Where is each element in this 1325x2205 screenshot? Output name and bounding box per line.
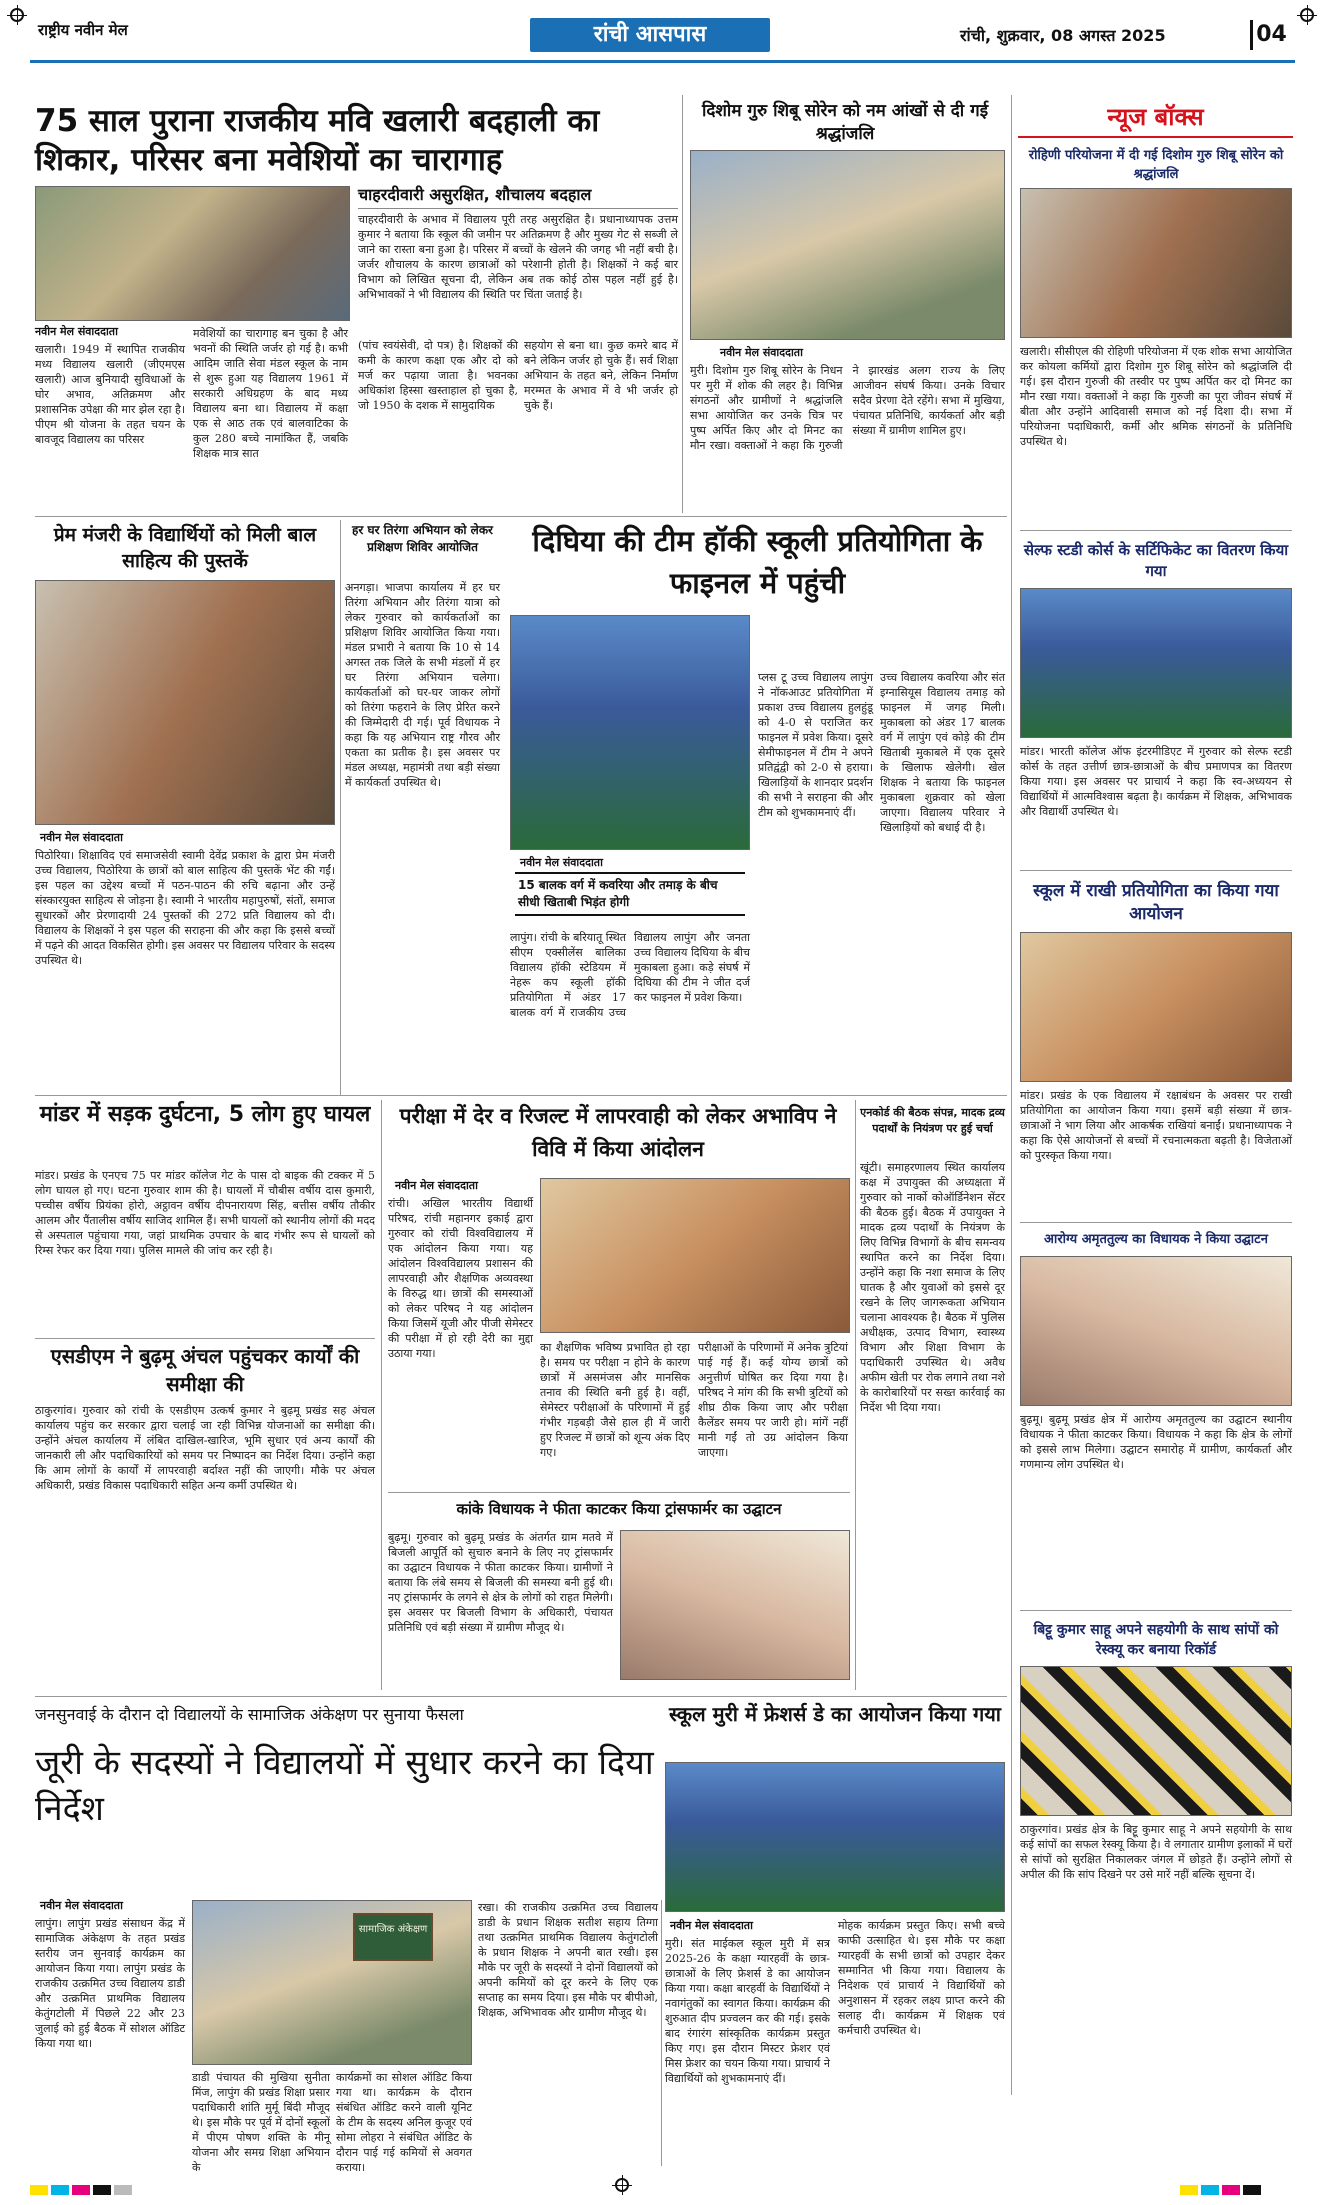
news-box-item-text: मांडर। प्रखंड के एक विद्यालय में रक्षाबंधन के अवसर पर राखी प्रतियोगिता का आयोजन किया गया। इसमें बड़ी संख्या में छात्र-छात्राओं ने भाग लिया और आकर्षक राखियां बनाईं। प्रधानाध्यापक ने कहा कि ऐसे आयोजनों से बच्चों में रचनात्मकता बढ़ती है। विजेताओं को पुरस्कृत किया गया। bbox=[1020, 1089, 1292, 1162]
prem-byline: नवीन मेल संवाददाता bbox=[40, 831, 123, 844]
jury-text-a: लापुंग। लापुंग प्रखंड संसाधन केंद्र में सामाजिक अंकेक्षण के तहत प्रखंड स्तरीय जन सुनवाई कार्यक्रम का आयोजन किया गया। लापुंग प्रखंड के राजकीय उत्क्रमित उच्च विद्यालय डाडी और उत्क्रमित प्राथमिक विद्यालय केतुंगटोली में पिछले 22 और 23 जुलाई को हुई बैठक में सोशल ऑडिट किया गया था। bbox=[35, 1917, 185, 2050]
news-box-item-text: खलारी। सीसीएल की रोहिणी परियोजना में एक शोक सभा आयोजित कर कोयला कर्मियों द्वारा दिशोम गुरु शिबू सोरेन को श्रद्धांजलि दी गई। इस दौरान गुरुजी की तस्वीर पर पुष्प अर्पित कर दो मिनट का मौन रखा गया। वक्ताओं ने कहा कि गुरुजी का पूरा जीवन संघर्ष में बीता और उन्होंने आदिवासी समाज को नई दिशा दी। सभा में परियोजना पदाधिकारी, कर्मी और श्रमिक संगठनों के प्रतिनिधि उपस्थित थे। bbox=[1020, 345, 1292, 448]
prem-photo bbox=[35, 580, 335, 825]
item-rule bbox=[1020, 1222, 1292, 1223]
item-rule bbox=[1020, 1610, 1292, 1611]
jury-text-e: मोहक कार्यक्रम प्रस्तुत किए। सभी बच्चे काफी उत्साहित थे। इस मौके पर कक्षा ग्यारहवीं के सभी छात्रों को उपहार देकर सम्मानित भी किया गया। विद्यालय के निदेशक एवं प्राचार्य ने विद्यार्थियों को अनुशासन में रहकर लक्ष्य प्राप्त करने की सलाह दी। कार्यक्रम में शिक्षक एवं कर्मचारी उपस्थित थे। bbox=[838, 1919, 1005, 2037]
shibu-text: मुरी। दिशोम गुरु शिबू सोरेन के निधन पर मुरी में शोक की लहर है। विभिन्न संगठनों और ग्रामीणों ने श्रद्धांजलि सभा आयोजित कर उनके चित्र पर पुष्प अर्पित किए और दो मिनट का मौन रखा। वक्ताओं ने कहा कि गुरुजी ने झारखंड अलग राज्य के लिए आजीवन संघर्ष किया। उनके विचार सदैव प्रेरणा देते रहेंगे। सभा में मुखिया, पंचायत प्रतिनिधि, कार्यकर्ता और बड़ी संख्या में ग्रामीण शामिल हुए। bbox=[690, 364, 1005, 452]
city-name: रांची, bbox=[960, 26, 992, 45]
accident-headline: मांडर में सड़क दुर्घटना, 5 लोग हुए घायल bbox=[39, 1102, 371, 1127]
magenta-swatch bbox=[72, 2185, 90, 2195]
news-box-item-text: बुढ़मू। बुढ़मू प्रखंड क्षेत्र में आरोग्य अमृततुल्य का उद्घाटन स्थानीय विधायक ने फीता काटकर किया। विधायक ने कहा कि क्षेत्र के लोगों को इससे लाभ मिलेगा। उद्घाटन समारोह में ग्रामीण, कार्यकर्ता और गणमान्य लोग उपस्थित थे। bbox=[1020, 1413, 1292, 1471]
section-rule bbox=[35, 1338, 375, 1339]
black-swatch bbox=[1243, 2185, 1261, 2195]
yellow-swatch bbox=[30, 2185, 48, 2195]
news-box-item-text: ठाकुरगांव। प्रखंड क्षेत्र के बिट्टू कुमार साहू ने अपने सहयोगी के साथ कई सांपों का सफल रेस्क्यू किया है। वे लगातार ग्रामीण इलाकों में घरों से सांपों को सुरक्षित निकालकर जंगल में छोड़ते हैं। उन्होंने लोगों से अपील की कि सांप दिखने पर उसे मारें नहीं बल्कि सूचना दें। bbox=[1020, 1823, 1292, 1881]
column-rule bbox=[1011, 95, 1012, 2095]
har-ghar-text: अनगड़ा। भाजपा कार्यालय में हर घर तिरंगा अभियान और तिरंगा यात्रा को लेकर गुरुवार को कार्यकर्ताओं का प्रशिक्षण शिविर आयोजित किया गया। मंडल प्रभारी ने बताया कि 10 से 14 अगस्त तक जिले के सभी मंडलों में हर घर तिरंगा अभियान चलेगा। कार्यकर्ताओं को घर-घर जाकर लोगों को तिरंगा फहराने के लिए प्रेरित करने की जिम्मेदारी दी गई। पूर्व विधायक ने कहा कि यह अभियान राष्ट्र गौरव और एकता का प्रतीक है। इस अवसर पर मंडल अध्यक्ष, महामंत्री तथा बड़ी संख्या में कार्यकर्ता उपस्थित थे। bbox=[345, 581, 500, 789]
yellow-swatch bbox=[1180, 2185, 1198, 2195]
ekarmi-text: खूंटी। समाहरणालय स्थित कार्यालय कक्ष में उपायुक्त की अध्यक्षता में गुरुवार को नार्को कोऑर्डिनेशन सेंटर की बैठक हुई। बैठक में उपायुक्त ने मादक द्रव्य पदार्थों के नियंत्रण के लिए विभिन्न विभागों के बीच समन्वय स्थापित करने का निर्देश दिया। उन्होंने कहा कि नशा समाज के लिए घातक है और युवाओं को इससे दूर रखने के लिए जागरूकता अभियान चलाना आवश्यक है। बैठक में पुलिस अधीक्षक, उत्पाद विभाग, स्वास्थ्य विभाग और शिक्षा विभाग के पदाधिकारी उपस्थित थे। अवैध अफीम खेती पर रोक लगाने तथा नशे के कारोबारियों पर सख्त कार्रवाई का निर्देश भी दिया गया। bbox=[860, 1161, 1005, 1414]
registration-mark-icon bbox=[615, 2178, 629, 2192]
abvp-text-b: का शैक्षणिक भविष्य प्रभावित हो रहा है। समय पर परीक्षा न होने के कारण छात्रों में असमंजस और मानसिक तनाव की स्थिति बनी हुई है। वहीं, सेमेस्टर परीक्षाओं के परिणामों में हुई गंभीर गड़बड़ी जैसे हाल ही में जारी हुए रिजल्ट में छात्रों को शून्य अंक दिए गए। bbox=[540, 1341, 690, 1459]
black-swatch bbox=[93, 2185, 111, 2195]
hockey-text-c: उच्च विद्यालय कवरिया और संत इग्नासियूस विद्यालय तमाड़ को फाइनल में जगह मिली। मुकाबला को अंडर 17 बालक वर्ग में लापुंग एवं कोड़े की टीम खिताबी मुकाबले में एक दूसरे के खिलाफ खेलेगी। खेल शिक्षक ने बताया कि फाइनल मुकाबला शुक्रवार को खेला जाएगा। विद्यालय परिवार ने खिलाड़ियों को बधाई दी है। bbox=[880, 671, 1005, 834]
lead-text-d: (पांच स्वयंसेवी, दो पत्र) है। शिक्षकों की कमी के कारण कक्षा एक और दो को मर्ज कर पढ़ाया जाता है। भवनका अधिकांश हिस्सा खस्ताहाल हो चुका है, जो 1950 के दशक में सामुदायिक bbox=[358, 339, 518, 412]
kanke-headline: कांके विधायक ने फीता काटकर किया ट्रांसफार्मर का उद्घाटन bbox=[456, 1500, 782, 1518]
section-rule bbox=[35, 1696, 1007, 1697]
abvp-photo bbox=[540, 1178, 850, 1333]
jury-text-c: कार्यक्रमों का सोशल ऑडिट किया गया था। कार्यक्रम के दौरान संबंधित ऑडिट करने वाली यूनिट के टीम के सदस्य अनिल कुजूर एवं सोमा लोहरा ने संबंधित ऑडिट के दौरान पाई गई कमियों से अवगत कराया। bbox=[336, 2071, 472, 2174]
news-box-item-headline: रोहिणी परियोजना में दी गई दिशोम गुरु शिबू सोरेन को श्रद्धांजलि bbox=[1028, 148, 1284, 182]
hockey-text-a: लापुंग। रांची के बरियातू स्थित सीएम एक्सीलेंस बालिका विद्यालय हॉकी स्टेडियम में नेहरू कप स्कूली हॉकी प्रतियोगिता में अंडर 17 बालक वर्ग में राजकीय उच्च विद्यालय लापुंग और जनता उच्च विद्यालय दिघिया के बीच मुकाबला हुआ। कड़े संघर्ष में दिघिया की टीम ने जीत दर्ज कर फाइनल में प्रवेश किया। bbox=[510, 931, 750, 1019]
jury-text-d: रखा। की राजकीय उत्क्रमित उच्च विद्यालय डाडी के प्रधान शिक्षक सतीश सहाय तिग्गा तथा उत्क्रमित प्राथमिक विद्यालय केतुंगटोली के प्रधान शिक्षक ने अपनी बात रखी। इस मौके पर जूरी के सदस्यों ने दोनों विद्यालयों को अपनी कमियों को दूर करने के लिए एक सप्ताह का समय दिया। इस मौके पर बीपीओ, शिक्षक, अभिभावक और ग्रामीण मौजूद थे। bbox=[478, 1901, 658, 2019]
hockey-text-b: प्लस टू उच्च विद्यालय लापुंग ने नॉकआउट प्रतियोगिता में प्रकाश उच्च विद्यालय हुलहुंडू को 4-0 से पराजित कर फाइनल में प्रवेश किया। दूसरे सेमीफाइनल में टीम ने अपने प्रतिद्वंद्वी को 2-0 से हराया। खिलाड़ियों के शानदार प्रदर्शन की सभी ने सराहना की और टीम को शुभकामनाएं दीं। bbox=[758, 671, 873, 819]
section-banner bbox=[530, 18, 770, 52]
hockey-photo bbox=[510, 615, 750, 850]
newspaper-logo: राष्ट्रीय नवीन मेल bbox=[38, 21, 128, 39]
news-box-header bbox=[1018, 98, 1293, 136]
prem-headline: प्रेम मंजरी के विद्यार्थियों को मिली बाल साहित्य की पुस्तकें bbox=[53, 524, 317, 572]
snake-photo bbox=[1020, 1666, 1292, 1816]
item-rule bbox=[1020, 530, 1292, 531]
jansunwai-strap: जनसुनवाई के दौरान दो विद्यालयों के सामाजिक अंकेक्षण पर सुनाया फैसला bbox=[35, 1705, 464, 1724]
school-board-sign: सामाजिक अंकेक्षण bbox=[353, 1913, 433, 1961]
column-rule bbox=[682, 95, 683, 513]
issue-date: शुक्रवार, 08 अगस्त 2025 bbox=[996, 26, 1166, 45]
kanke-photo bbox=[620, 1530, 850, 1680]
registration-mark-icon bbox=[10, 8, 24, 22]
kanke-text: बुढ़मू। गुरुवार को बुढ़मू प्रखंड के अंतर्गत ग्राम मतवे में बिजली आपूर्ति को सुचारु बनाने के लिए नए ट्रांसफार्मर का उद्घाटन विधायक ने फीता काटकर किया। ग्रामीणों ने बताया कि लंबे समय से बिजली की समस्या बनी हुई थी। नए ट्रांसफार्मर के लगने से क्षेत्र के लोगों को राहत मिलेगी। इस अवसर पर बिजली विभाग के अधिकारी, पंचायत प्रतिनिधि एवं बड़ी संख्या में ग्रामीण मौजूद थे। bbox=[388, 1531, 613, 1634]
news-box-item-photo bbox=[1020, 588, 1292, 738]
prem-text: पिठोरिया। शिक्षाविद एवं समाजसेवी स्वामी देवेंद्र प्रकाश के द्वारा प्रेम मंजरी उच्च विद्यालय, पिठोरिया के छात्रों को बाल साहित्य की पुस्तकें भेंट की गईं। इस पहल का उद्देश्य बच्चों में पठन-पाठन की रुचि बढ़ाना और उन्हें संस्कारयुक्त साहित्य से जोड़ना है। स्वामी ने भारतीय महापुरुषों, संतों, समाज सुधारकों और प्रेरणादायी 24 पुस्तकों की 272 प्रति विद्यालय को दी। विद्यालय के शिक्षकों ने इस पहल की सराहना की और कहा कि इससे बच्चों में पढ़ने की आदत विकसित होगी। इस अवसर पर विद्यालय परिवार के सदस्य उपस्थित थे। bbox=[35, 849, 335, 967]
cyan-swatch bbox=[51, 2185, 69, 2195]
lead-text-b: मवेशियों का चारागाह बन चुका है और भवनों की स्थिति जर्जर हो गई है। कभी आदिम जाति सेवा मंडल स्कूल के नाम से शुरू हुआ यह विद्यालय 1961 में सरकारी अधिग्रहण के बाद मध्य विद्यालय बना था। विद्यालय में कक्षा एक से आठ तक एवं बालवाटिका के कुल 280 बच्चे नामांकित हैं, जबकि शिक्षक मात्र सात bbox=[193, 327, 348, 460]
cyan-swatch bbox=[1201, 2185, 1219, 2195]
lead-text-e: सहयोग से बना था। कुछ कमरे बाद में बने लेकिन जर्जर हो चुके हैं। सर्व शिक्षा अभियान के तहत बने, लेकिन निर्माण मरम्मत के अभाव में वे भी जर्जर हो चुके हैं। bbox=[524, 339, 678, 412]
hockey-headline: दिघिया की टीम हॉकी स्कूली प्रतियोगिता के फाइनल में पहुंची bbox=[532, 524, 983, 600]
sdm-text: ठाकुरगांव। गुरुवार को रांची के एसडीएम उत्कर्ष कुमार ने बुढ़मू प्रखंड सह अंचल कार्यालय पहुंच कर सरकार द्वारा चलाई जा रही विभिन्न योजनाओं का समीक्षा की। उन्होंने अंचल कार्यालय में लंबित दाखिल-खारिज, भूमि सुधार एवं अन्य कार्यों की जानकारी ली और पदाधिकारियों को समय पर निष्पादन का निर्देश दिया। उन्होंने कहा कि आम लोगों के कार्यों में लापरवाही बर्दाश्त नहीं की जाएगी। मौके पर अंचल अधिकारी, प्रखंड विकास पदाधिकारी सहित अन्य कर्मी उपस्थित थे। bbox=[35, 1404, 375, 1492]
column-rule bbox=[855, 1100, 856, 1690]
magenta-swatch bbox=[1222, 2185, 1240, 2195]
page-number: 04 bbox=[1250, 20, 1290, 50]
lead-text-c: चाहरदीवारी के अभाव में विद्यालय पूरी तरह असुरक्षित है। प्रधानाध्यापक उत्तम कुमार ने बताया कि स्कूल की जमीन पर अतिक्रमण है और मुख्य गेट से सब्जी ले जाने का रास्ता बना हुआ है। परिसर में बच्चों के खेलने की जगह भी नहीं बची है। जर्जर शौचालय के कारण छात्राओं को परेशानी होती है। शिक्षकों ने कई बार विभाग को लिखित सूचना दी, लेकिन अब तक कोई ठोस पहल नहीं हुई है। अभिभावकों ने भी विद्यालय की स्थिति पर चिंता जताई है। bbox=[358, 213, 678, 301]
ekarmi-headline: एनकोर्ड की बैठक संपन्न, मादक द्रव्य पदार्थों के नियंत्रण पर हुई चर्चा bbox=[860, 1106, 1005, 1135]
dateline bbox=[960, 24, 1166, 46]
abvp-text-a: रांची। अखिल भारतीय विद्यार्थी परिषद, रांची महानगर इकाई द्वारा गुरुवार को रांची विश्वविद्यालय में एक आंदोलन किया गया। यह आंदोलन विश्वविद्यालय प्रशासन की लापरवाही और शैक्षणिक अव्यवस्था के विरुद्ध था। छात्रों की समस्याओं को लेकर परिषद ने यह आंदोलन किया जिसमें यूजी और पीजी सेमेस्टर की परीक्षा में हो रही देरी का मुद्दा उठाया गया। bbox=[388, 1197, 533, 1360]
jury-byline: नवीन मेल संवाददाता bbox=[40, 1899, 123, 1912]
muri-photo bbox=[665, 1762, 1005, 1912]
news-box-item-photo bbox=[1020, 1256, 1292, 1406]
lead-byline: नवीन मेल संवाददाता bbox=[35, 325, 118, 338]
har-ghar-headline: हर घर तिरंगा अभियान को लेकर प्रशिक्षण शिविर आयोजित bbox=[352, 523, 493, 554]
news-box-item-text: मांडर। भारती कॉलेज ऑफ इंटरमीडिएट में गुरुवार को सेल्फ स्टडी कोर्स के तहत उत्तीर्ण छात्र-छात्राओं के बीच प्रमाणपत्र का वितरण किया गया। इस अवसर पर प्राचार्य ने कहा कि स्व-अध्ययन से विद्यार्थियों में आत्मविश्वास बढ़ता है। कार्यक्रम में शिक्षक, अभिभावक और विद्यार्थी उपस्थित थे। bbox=[1020, 745, 1292, 818]
color-registration-bar bbox=[30, 2180, 1295, 2194]
jury-headline: जूरी के सदस्यों ने विद्यालयों में सुधार करने का दिया निर्देश bbox=[35, 1743, 654, 1829]
news-box-item-photo bbox=[1020, 932, 1292, 1082]
masthead-rule bbox=[30, 60, 1295, 63]
muri-headline: स्कूल मुरी में फ्रेशर्स डे का आयोजन किया गया bbox=[669, 1702, 1001, 1726]
muri-byline: नवीन मेल संवाददाता bbox=[670, 1919, 753, 1932]
muri-text: मुरी। संत माईकल स्कूल मुरी में सत्र 2025-26 के कक्षा ग्यारहवीं के छात्र-छात्राओं के लिए फ्रेशर्स डे का आयोजन किया गया। कक्षा बारहवीं के विद्यार्थियों ने नवागंतुकों का स्वागत किया। कार्यक्रम की शुरुआत दीप प्रज्वलन कर की गई। इसके बाद रंगारंग सांस्कृतिक कार्यक्रम प्रस्तुत किए गए। इस दौरान मिस्टर फ्रेशर एवं मिस फ्रेशर का चयन किया गया। प्राचार्य ने विद्यार्थियों को शुभकामनाएं दीं। bbox=[665, 1937, 830, 2085]
color-registration-bar bbox=[1180, 2180, 1295, 2194]
shibu-byline: नवीन मेल संवाददाता bbox=[720, 346, 803, 359]
hockey-byline: नवीन मेल संवाददाता bbox=[520, 856, 603, 869]
news-box-item-headline: आरोग्य अमृततुल्य का विधायक ने किया उद्घाटन bbox=[1044, 1232, 1268, 1247]
section-rule bbox=[388, 1492, 850, 1493]
accident-text: मांडर। प्रखंड के एनएच 75 पर मांडर कॉलेज गेट के पास दो बाइक की टक्कर में 5 लोग घायल हो गए। घटना गुरुवार शाम की है। घायलों में चौबीस वर्षीय दास कुमारी, पच्चीस वर्षीय प्रियंका होरो, अट्ठावन वर्षीय दीपनारायण सिंह, बत्तीस वर्षीय तौकीर आलम और पैंतालीस वर्षीय साजिद शामिल हैं। सभी घायलों को स्थानीय लोगों की मदद से अस्पताल पहुंचाया गया, जहां प्राथमिक उपचार के बाद गंभीर रूप से घायलों को रिम्स रेफर कर दिया गया। पुलिस मामले की जांच कर रही है। bbox=[35, 1169, 375, 1257]
column-rule bbox=[340, 520, 341, 1095]
lead-photo bbox=[35, 186, 350, 321]
news-box-item-headline: स्कूल में राखी प्रतियोगिता का किया गया आयोजन bbox=[1033, 881, 1279, 924]
news-box-item-headline: सेल्फ स्टडी कोर्स के सर्टिफिकेट का वितरण किया गया bbox=[1023, 541, 1289, 580]
hockey-pull-quote: 15 बालक वर्ग में कवरिया और तमाड़ के बीच सीधी खिताबी भिड़ंत होगी bbox=[515, 872, 745, 916]
lead-headline: 75 साल पुराना राजकीय मवि खलारी बदहाली का शिकार, परिसर बना मवेशियों का चारागाह bbox=[35, 103, 600, 178]
lead-text-a: खलारी। 1949 में स्थापित राजकीय मध्य विद्यालय खलारी (जीएमएस खलारी) आज बुनियादी सुविधाओं के घोर अभाव, अतिक्रमण और प्रशासनिक उपेक्षा की मार झेल रहा है। पीएम श्री योजना के तहत चयन के बावजूद विद्यालय का परिसर bbox=[35, 343, 185, 446]
abvp-headline: परीक्षा में देर व रिजल्ट में लापरवाही को लेकर अभाविप ने विवि में किया आंदोलन bbox=[399, 1104, 837, 1161]
abvp-byline: नवीन मेल संवाददाता bbox=[395, 1179, 478, 1192]
gray-swatch bbox=[114, 2185, 132, 2195]
section-title: रांची आसपास bbox=[593, 22, 707, 47]
news-box-item-headline: बिट्टू कुमार साहू अपने सहयोगी के साथ सांपों को रेस्क्यू कर बनाया रिकॉर्ड bbox=[1033, 1622, 1279, 1658]
lead-subhead: चाहरदीवारी असुरक्षित, शौचालय बदहाल bbox=[358, 186, 678, 209]
jury-photo bbox=[192, 1900, 472, 2065]
jury-text-b: डाडी पंचायत की मुखिया सुनीता मिंज, लापुंग की प्रखंड शिक्षा प्रसार पदाधिकारी शांति मुर्मू बिंदी मौजूद थे। इस मौके पर पूर्व में दोनों स्कूलों में पीएम पोषण शक्ति के मीनू योजना और समग्र शिक्षा अभियान के bbox=[192, 2071, 330, 2174]
column-rule bbox=[661, 1900, 662, 2166]
registration-mark-icon bbox=[1300, 8, 1314, 22]
shibu-headline: दिशोम गुरु शिबू सोरेन को नम आंखों से दी गई श्रद्धांजलि bbox=[701, 101, 989, 144]
abvp-text-c: परीक्षाओं के परिणामों में अनेक त्रुटियां पाई गई हैं। कई योग्य छात्रों को अनुत्तीर्ण घोषित कर दिया गया है। परिषद ने मांग की कि सभी त्रुटियों को शीघ्र ठीक किया जाए और परीक्षा कैलेंडर समय पर जारी हो। मांगें नहीं मानी गईं तो उग्र आंदोलन किया जाएगा। bbox=[698, 1341, 848, 1459]
news-box-title: न्यूज बॉक्स bbox=[1018, 98, 1293, 138]
section-rule bbox=[35, 1095, 1007, 1096]
column-rule bbox=[381, 1100, 382, 1690]
item-rule bbox=[1020, 870, 1292, 871]
news-box-item-photo bbox=[1020, 188, 1292, 338]
section-rule bbox=[35, 516, 1007, 517]
shibu-photo bbox=[690, 150, 1005, 340]
sdm-headline: एसडीएम ने बुढ़मू अंचल पहुंचकर कार्यों की समीक्षा की bbox=[50, 1344, 360, 1396]
